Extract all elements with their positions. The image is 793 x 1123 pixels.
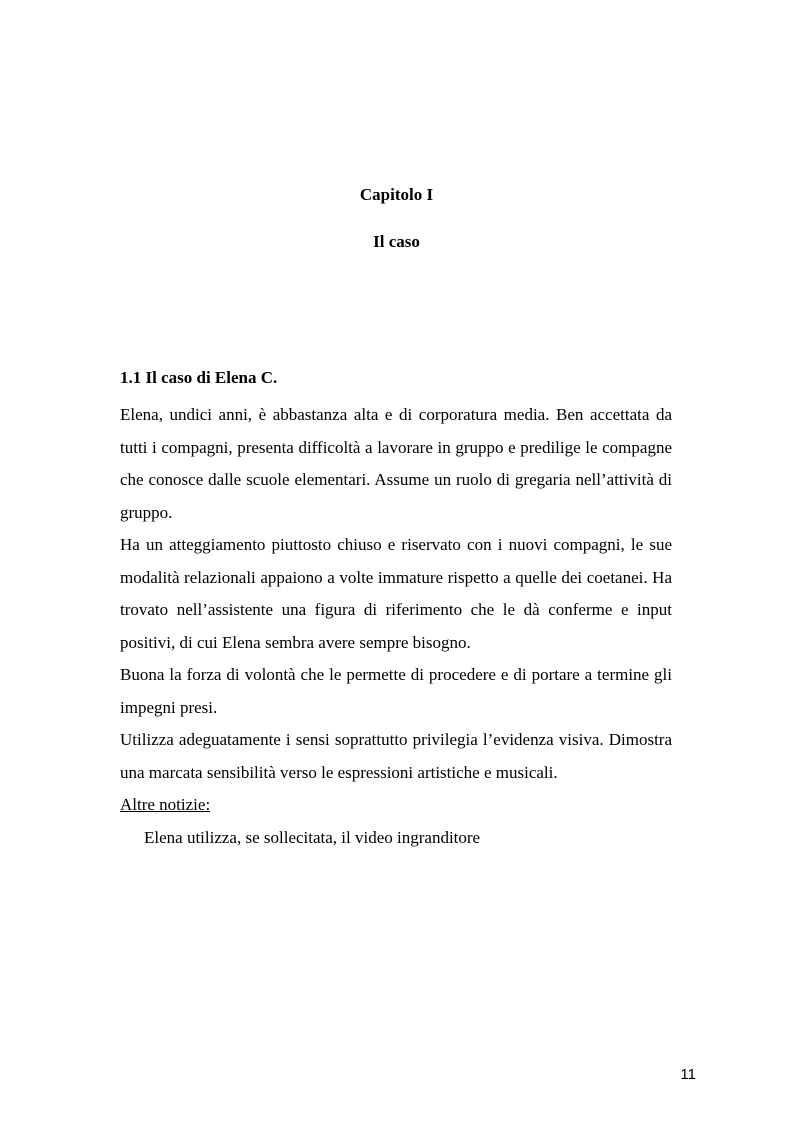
notes-item: Elena utilizza, se sollecitata, il video ingranditore [144,827,481,847]
page-number: 11 [680,1066,696,1083]
notes-heading: Altre notizie: [120,795,211,814]
paragraph-senses: Utilizza adeguatamente i sensi soprattutto privilegia l’evidenza visiva. Dimostra una marcata sensibilità verso le espressioni artistiche e musicali. [120,730,672,782]
chapter-label: Capitolo I [359,185,434,204]
paragraph-relations: Ha un atteggiamento piuttosto chiuso e riservato con i nuovi compagni, le sue modalità relazionali appaiono a volte immature rispetto a quelle dei coetanei. Ha trovato nell’assistente una figura di riferimento che le dà conferme e input positivi, di cui Elena sembra avere sempre bisogno. [120,535,672,652]
section-body [120,399,672,854]
paragraph-willpower: Buona la forza di volontà che le permette di procedere e di portare a termine gli impegni presi. [120,665,672,717]
section-heading: 1.1 Il caso di Elena C. [120,368,278,387]
paragraph-description: Elena, undici anni, è abbastanza alta e di corporatura media. Ben accettata da tutti i compagni, presenta difficoltà a lavorare in gruppo e predilige le compagne che conosce dalle scuole elementari. Assume un ruolo di gregaria nell’attività di gruppo. [120,405,672,522]
chapter-title: Il caso [373,232,420,251]
